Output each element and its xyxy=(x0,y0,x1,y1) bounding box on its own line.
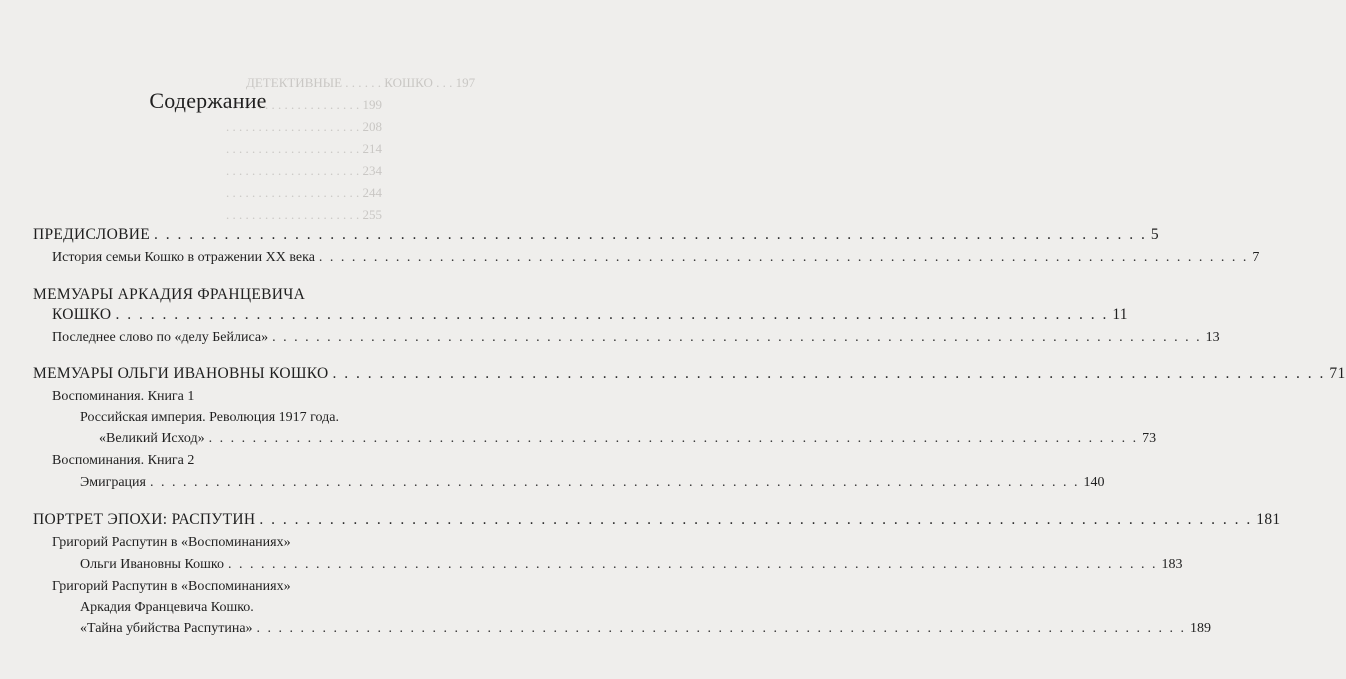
toc-entry-title: История семьи Кошко в отражении XX века xyxy=(52,250,315,265)
toc-entry-memoirs-olga xyxy=(33,365,1346,383)
toc-entry-page: 7 xyxy=(1252,250,1260,265)
toc-entry-family-history xyxy=(52,250,1260,266)
toc-entry-rasputin-arkady xyxy=(80,621,1212,637)
toc-entry-rasputin-arkady-line2: Аркадия Францевича Кошко. xyxy=(80,600,254,615)
toc-entry-page: 181 xyxy=(1256,511,1281,528)
toc-entry-title: «Тайна убийства Распутина» xyxy=(80,621,253,636)
leader-dots xyxy=(272,330,1202,346)
toc-entry-book2-line1: Воспоминания. Книга 2 xyxy=(52,453,195,468)
leader-dots xyxy=(154,226,1147,244)
toc-entry-page: 71 xyxy=(1329,365,1346,382)
toc-entry-book1-line1: Воспоминания. Книга 1 xyxy=(52,389,195,404)
toc-entry-book1 xyxy=(99,431,1157,447)
toc-entry-title: Эмиграция xyxy=(80,475,146,490)
toc-entry-beilis xyxy=(52,330,1220,346)
leader-dots xyxy=(259,511,1252,529)
toc-entry-title: КОШКО xyxy=(52,306,112,323)
toc-entry-page: 183 xyxy=(1161,557,1183,572)
toc-entry-page: 140 xyxy=(1083,475,1105,490)
toc-entry-page: 5 xyxy=(1150,226,1159,243)
toc-entry-book1-line2: Российская империя. Революция 1917 года. xyxy=(80,410,339,425)
toc-entry-memoirs-arkady-line1: МЕМУАРЫ АРКАДИЯ ФРАНЦЕВИЧА xyxy=(33,286,306,303)
leader-dots xyxy=(209,431,1139,447)
toc-entry-portrait xyxy=(33,511,1281,529)
leader-dots xyxy=(150,475,1080,491)
page-title: Содержание xyxy=(149,88,267,113)
toc-entry-page: 73 xyxy=(1142,431,1157,446)
leader-dots xyxy=(319,250,1249,266)
toc-entry-title: «Великий Исход» xyxy=(99,431,205,446)
toc-entry-rasputin-olga xyxy=(80,557,1183,573)
toc-entry-title: МЕМУАРЫ ОЛЬГИ ИВАНОВНЫ КОШКО xyxy=(33,365,329,382)
leader-dots xyxy=(228,557,1158,573)
toc-entry-book2 xyxy=(80,475,1105,491)
leader-dots xyxy=(115,306,1108,324)
toc-entry-rasputin-arkady-line1: Григорий Распутин в «Воспоминаниях» xyxy=(52,579,291,594)
bleed-through-text: ДЕТЕКТИВНЫЕ . . . . . . КОШКО . . . 197 . . . . . . . . . . . . . . . . . . . . . 199 . . . . . . . . . . . . . . . . . . . . . 208 . . . . . . . . . . . . . . . . . . . . . 214 . . . . . . . . . . . . . . . . . . . . . 234 . . . . . . . . . . . . . . . . . . . . . 244 . . . . . . . . . . . . . . . . . . . . . 255 xyxy=(226,75,476,222)
toc-entry-rasputin-olga-line1: Григорий Распутин в «Воспоминаниях» xyxy=(52,535,291,550)
toc-entry-preface xyxy=(33,226,1159,244)
toc-entry-page: 189 xyxy=(1190,621,1212,636)
toc-entry-title: ПОРТРЕТ ЭПОХИ: РАСПУТИН xyxy=(33,511,256,528)
leader-dots xyxy=(257,621,1187,637)
toc-entry-page: 11 xyxy=(1112,306,1128,323)
toc-entry-page: 13 xyxy=(1205,330,1220,345)
toc-entry-title: Последнее слово по «делу Бейлиса» xyxy=(52,330,269,345)
toc-entry-title: Ольги Ивановны Кошко xyxy=(80,557,224,572)
leader-dots xyxy=(333,365,1326,383)
toc-entry-memoirs-arkady xyxy=(52,306,1128,324)
toc-entry-title: ПРЕДИСЛОВИЕ xyxy=(33,226,151,243)
